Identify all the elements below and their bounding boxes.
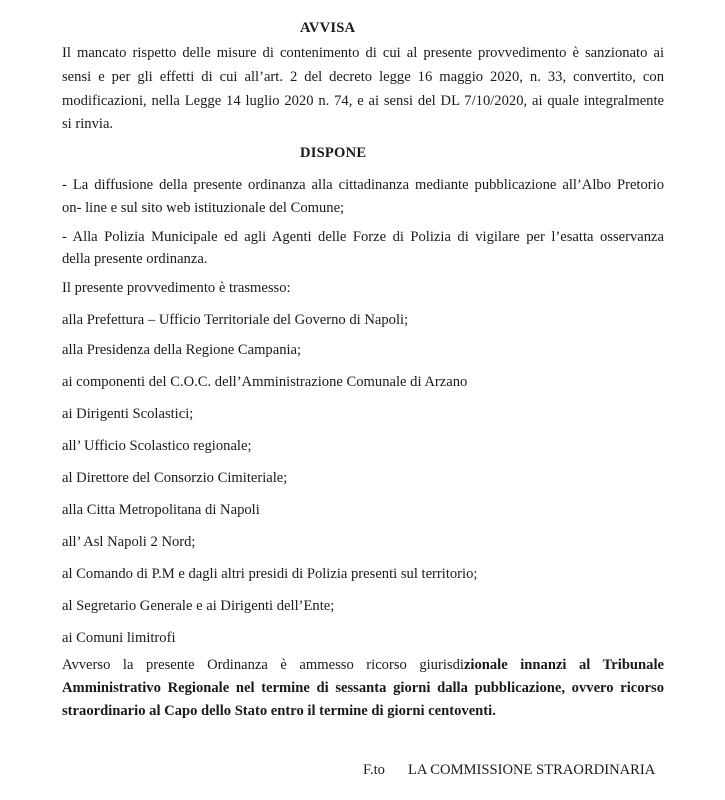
avvisa-line: modificazioni, nella Legge 14 luglio 2020 n. 74, e ai sensi del DL 7/10/2020, ai quale integralmente	[62, 93, 664, 109]
dispone-line: on- line e sul sito web istituzionale del Comune;	[62, 200, 345, 216]
appeal-text-bold: zionale innanzi al Tribunale	[463, 657, 664, 673]
recipient-item: ai componenti del C.O.C. dell’Amministrazione Comunale di Arzano	[62, 374, 468, 390]
appeal-line: Amministrativo Regionale nel termine di sessanta giorni dalla pubblicazione, ovvero ricorso	[62, 680, 664, 696]
avvisa-line: Il mancato rispetto delle misure di contenimento di cui al presente provvedimento è sanzionato ai	[62, 45, 664, 61]
recipient-item: all’ Ufficio Scolastico regionale;	[62, 438, 252, 454]
avvisa-line: si rinvia.	[62, 116, 114, 132]
recipient-item: al Direttore del Consorzio Cimiteriale;	[62, 470, 288, 486]
heading-avvisa: AVVISA	[300, 20, 356, 36]
recipient-item: al Segretario Generale e ai Dirigenti dell’Ente;	[62, 598, 335, 614]
transmitted-intro: Il presente provvedimento è trasmesso:	[62, 280, 291, 296]
dispone-line: della presente ordinanza.	[62, 251, 208, 267]
recipient-item: alla Citta Metropolitana di Napoli	[62, 502, 260, 518]
signature-prefix: F.to	[363, 762, 385, 778]
recipient-item: alla Prefettura – Ufficio Territoriale del Governo di Napoli;	[62, 312, 409, 328]
recipient-item: ai Comuni limitrofi	[62, 630, 176, 646]
appeal-text-normal: Avverso la presente Ordinanza è ammesso ricorso giurisdi	[62, 657, 464, 673]
recipient-item: all’ Asl Napoli 2 Nord;	[62, 534, 196, 550]
avvisa-line: sensi e per gli effetti di cui all’art. 2 del decreto legge 16 maggio 2020, n. 33, convertito, con	[62, 69, 664, 85]
recipient-item: ai Dirigenti Scolastici;	[62, 406, 194, 422]
appeal-line	[62, 658, 664, 674]
heading-dispone: DISPONE	[300, 145, 367, 161]
signature-signer: LA COMMISSIONE STRAORDINARIA	[408, 762, 656, 778]
recipient-item: alla Presidenza della Regione Campania;	[62, 342, 302, 358]
recipient-item: al Comando di P.M e dagli altri presidi di Polizia presenti sul territorio;	[62, 566, 478, 582]
dispone-line: - Alla Polizia Municipale ed agli Agenti delle Forze di Polizia di vigilare per l’esatta osservanza	[62, 229, 664, 245]
appeal-line: straordinario al Capo dello Stato entro il termine di giorni centoventi.	[62, 703, 496, 719]
dispone-line: - La diffusione della presente ordinanza alla cittadinanza mediante pubblicazione all’Albo Pretorio	[62, 177, 664, 193]
